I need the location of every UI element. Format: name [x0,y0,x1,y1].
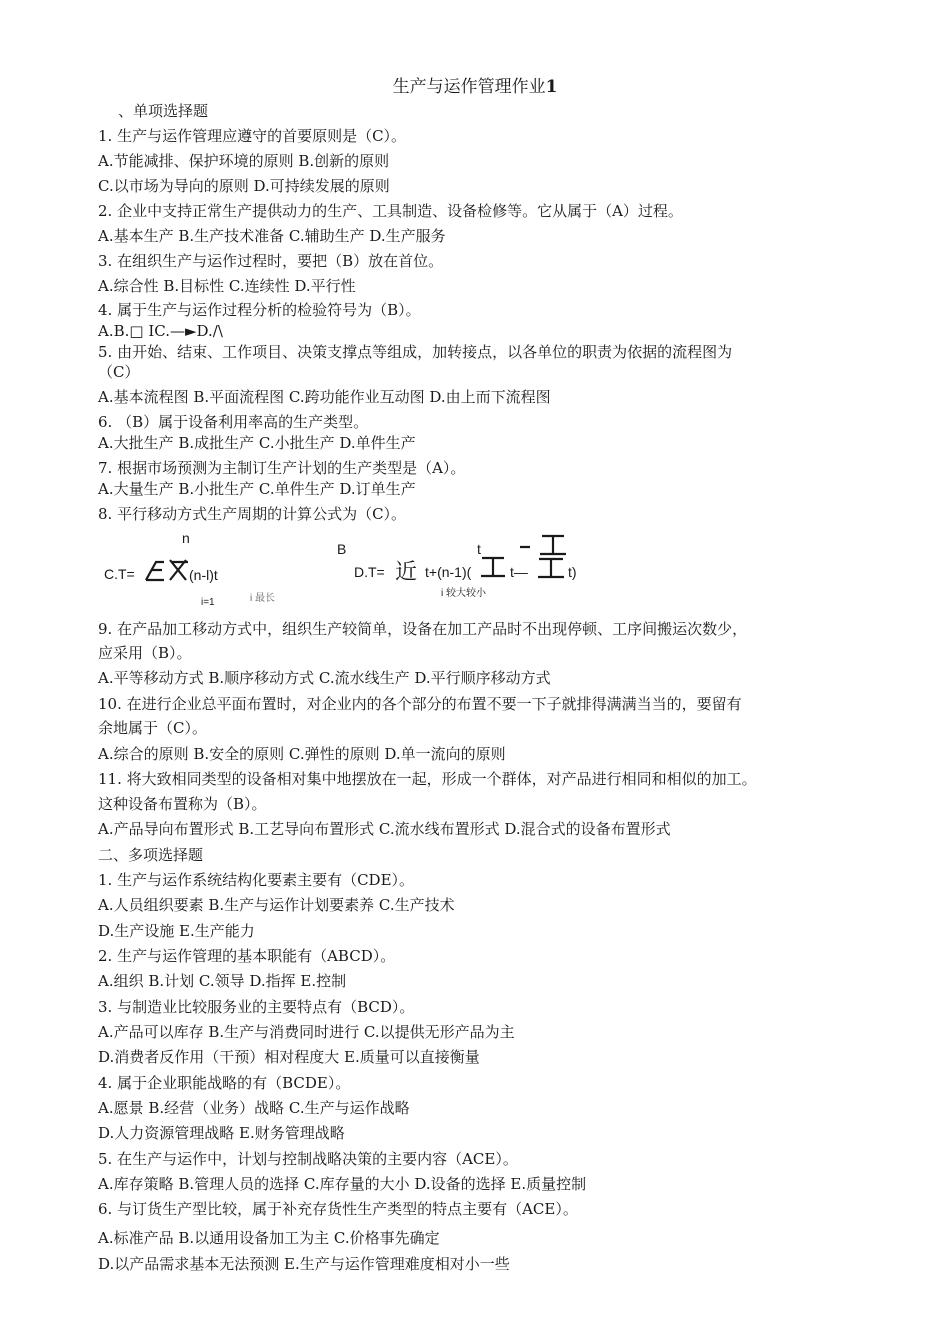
text-line: 这种设备布置称为（B）。 [98,795,267,813]
top-gong-glyph-icon [520,534,572,558]
gong-glyph-icon [479,554,507,580]
formula-d-close: t) [568,564,577,580]
formula-c-prefix: C.T= [104,566,135,582]
text-line: 2. 生产与运作管理的基本职能有（ABCD）。 [98,947,396,965]
text-line: A.库存策略 B.管理人员的选择 C.库存量的大小 D.设备的选择 E.质量控制 [98,1175,587,1193]
formula-d-big: 近 [395,560,418,585]
text-line: A.基本生产 B.生产技术准备 C.辅助生产 D.生产服务 [98,227,446,245]
formula-c-body: (n-l)t [189,567,218,583]
text-line: 3. 与制造业比较服务业的主要特点有（BCD）。 [98,998,415,1016]
text-line: 10. 在进行企业总平面布置时，对企业内的各个部分的布置不要一下子就排得满满当当的，要留有 [98,695,742,713]
text-line: 、单项选择题 [118,102,209,120]
text-line: D.消费者反作用（干预）相对程度大 E.质量可以直接衡量 [98,1048,480,1066]
text-line: A.基本流程图 B.平面流程图 C.跨功能作业互动图 D.由上而下流程图 [98,388,551,406]
sigma-glyph-icon [142,556,192,584]
text-line: A.大量生产 B.小批生产 C.单件生产 D.订单生产 [98,480,416,498]
text-line: D.生产设施 E.生产能力 [98,922,255,940]
formula-d-t-mid: t— [510,564,528,580]
text-line: 4. 属于生产与运作过程分析的检验符号为（B）。 [98,301,421,319]
text-line: 应采用（B）。 [98,644,192,662]
text-line: 4. 属于企业职能战略的有（BCDE）。 [98,1074,351,1092]
formula-d-prefix: D.T= [354,564,385,580]
formula-c-n: n [182,530,190,546]
text-line: A.组织 B.计划 C.领导 D.指挥 E.控制 [98,972,347,990]
text-line: C.以市场为导向的原则 D.可持续发展的原则 [98,177,390,195]
text-line: A.人员组织要素 B.生产与运作计划要素养 C.生产技术 [98,896,455,914]
text-line: A.综合性 B.目标性 C.连续性 D.平行性 [98,277,356,295]
text-line: 11. 将大致相同类型的设备相对集中地摆放在一起，形成一个群体，对产品进行相同和相似的加工。 [98,770,757,788]
bottom-gong-glyph-icon [536,556,566,580]
text-line: A.B.□ IC.—►D./\ [98,322,223,340]
formula-d-t-top: t [477,541,481,557]
text-line: 二、多项选择题 [98,846,204,864]
formula-c-sub-tiny: i 最长 [250,593,275,604]
text-line: D.以产品需求基本无法预测 E.生产与运作管理难度相对小一些 [98,1255,510,1273]
formula-d-sub: i 较大较小 [441,588,486,599]
text-line: 3. 在组织生产与运作过程时，要把（B）放在首位。 [98,252,444,270]
text-line: A.产品可以库存 B.生产与消费同时进行 C.以提供无形产品为主 [98,1023,515,1041]
title-number: 1 [545,77,558,97]
text-line: A.愿景 B.经营（业务）战略 C.生产与运作战略 [98,1099,410,1117]
formula-c-sub-lo: i=1 [201,597,215,608]
text-line: A.标准产品 B.以通用设备加工为主 C.价格事先确定 [98,1229,440,1247]
text-line: 5. 由开始、结束、工作项目、决策支撑点等组成，加转接点，以各单位的职责为依据的流程图为 [98,343,733,361]
text-line: （C） [98,363,140,381]
title-text: 生产与运作管理作业 [392,77,546,97]
formula-b-label: B [337,541,347,557]
text-line: 7. 根据市场预测为主制订生产计划的生产类型是（A）。 [98,459,466,477]
text-line: 8. 平行移动方式生产周期的计算公式为（C）。 [98,505,407,523]
text-line: 2. 企业中支持正常生产提供动力的生产、工具制造、设备检修等。它从属于（A）过程。 [98,202,683,220]
text-line: 6. 与订货生产型比较，属于补充存货性生产类型的特点主要有（ACE）。 [98,1200,578,1218]
text-line: A.平等移动方式 B.顺序移动方式 C.流水线生产 D.平行顺序移动方式 [98,669,551,687]
text-line: 1. 生产与运作系统结构化要素主要有（CDE）。 [98,871,415,889]
text-line: A.综合的原则 B.安全的原则 C.弹性的原则 D.单一流向的原则 [98,745,506,763]
text-line: 余地属于（C）。 [98,719,207,737]
document-title [0,76,950,98]
text-line: 1. 生产与运作管理应遵守的首要原则是（C）。 [98,127,407,145]
text-line: A.大批生产 B.成批生产 C.小批生产 D.单件生产 [98,434,416,452]
text-line: 5. 在生产与运作中，计划与控制战略决策的主要内容（ACE）。 [98,1150,518,1168]
text-line: A.产品导向布置形式 B.工艺导向布置形式 C.流水线布置形式 D.混合式的设备布置形式 [98,820,671,838]
text-line: A.节能减排、保护环境的原则 B.创新的原则 [98,152,390,170]
text-line: D.人力资源管理战略 E.财务管理战略 [98,1124,345,1142]
text-line: 6. （B）属于设备利用率高的生产类型。 [98,413,369,431]
text-line: 9. 在产品加工移动方式中，组织生产较简单，设备在加工产品时不出现停顿、工序间搬运次数少， [98,620,748,638]
formula-d-mid: t+(n-1)( [425,564,472,580]
